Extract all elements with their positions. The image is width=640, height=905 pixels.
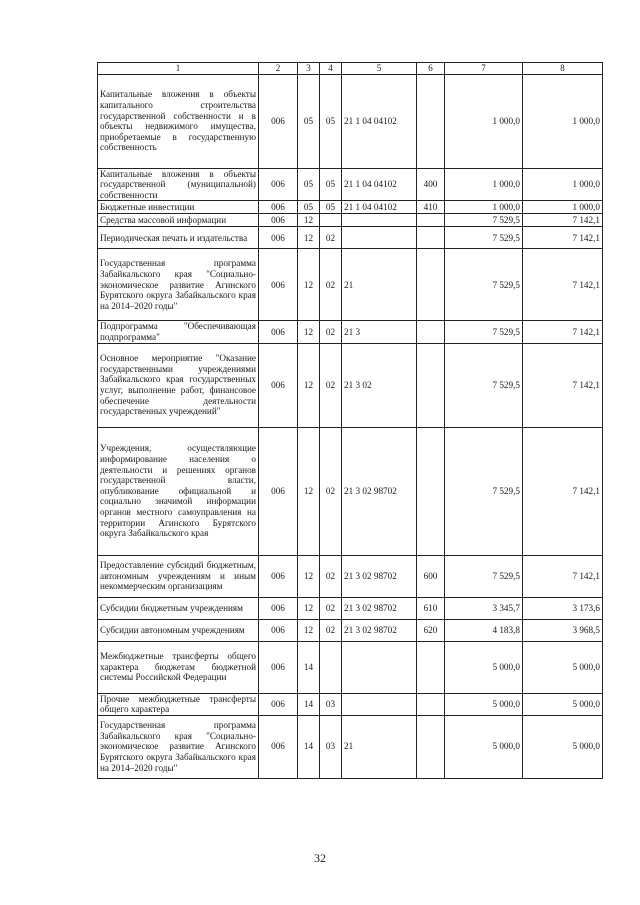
table-row <box>98 343 603 427</box>
header-cell: 6 <box>417 63 445 75</box>
amount-2017-cell: 1 000,0 <box>445 168 523 201</box>
subsection-cell: 05 <box>320 74 342 168</box>
header-row <box>98 63 603 75</box>
header-cell: 8 <box>523 63 603 75</box>
code-admin-cell: 006 <box>259 555 298 597</box>
amount-2018-cell: 1 000,0 <box>523 201 603 214</box>
expense-type-cell <box>417 321 445 343</box>
row-name-cell: Субсидии бюджетным учреждениям <box>98 597 259 619</box>
row-name-cell: Капитальные вложения в объекты государственной (муниципальной) собственности <box>98 168 259 201</box>
table-row <box>98 555 603 597</box>
target-article-cell: 21 3 <box>342 321 417 343</box>
row-name-cell: Прочие межбюджетные трансферты общего характера <box>98 693 259 715</box>
amount-2017-cell: 7 529,5 <box>445 427 523 555</box>
section-cell: 12 <box>298 555 320 597</box>
header-cell: 4 <box>320 63 342 75</box>
target-article-cell: 21 1 04 04102 <box>342 74 417 168</box>
row-name-cell: Государственная программа Забайкальского края "Социально-экономическое развитие Агинского Бурятского округа Забайкальского края на 2014–2020 годы" <box>98 249 259 321</box>
header-cell: 5 <box>342 63 417 75</box>
amount-2018-cell: 5 000,0 <box>523 641 603 693</box>
table-row <box>98 249 603 321</box>
header-cell: 2 <box>259 63 298 75</box>
target-article-cell: 21 <box>342 249 417 321</box>
expense-type-cell <box>417 427 445 555</box>
target-article-cell: 21 1 04 04102 <box>342 201 417 214</box>
subsection-cell: 03 <box>320 693 342 715</box>
target-article-cell <box>342 214 417 227</box>
header-cell: 3 <box>298 63 320 75</box>
subsection-cell: 02 <box>320 597 342 619</box>
table-row <box>98 619 603 641</box>
header-cell: 1 <box>98 63 259 75</box>
subsection-cell: 02 <box>320 249 342 321</box>
code-admin-cell: 006 <box>259 619 298 641</box>
code-admin-cell: 006 <box>259 249 298 321</box>
row-name-cell: Государственная программа Забайкальского края "Социально-экономическое развитие Агинского Бурятского округа Забайкальского края на 2014–2020 годы" <box>98 715 259 778</box>
expense-type-cell <box>417 693 445 715</box>
target-article-cell: 21 1 04 04102 <box>342 168 417 201</box>
table-row <box>98 168 603 201</box>
page-number: 32 <box>314 851 326 865</box>
code-admin-cell: 006 <box>259 693 298 715</box>
amount-2018-cell: 7 142,1 <box>523 343 603 427</box>
subsection-cell: 05 <box>320 201 342 214</box>
expense-type-cell: 620 <box>417 619 445 641</box>
amount-2017-cell: 7 529,5 <box>445 555 523 597</box>
row-name-cell: Предоставление субсидий бюджетным, автономным учреждениям и иным некоммерческим организациям <box>98 555 259 597</box>
amount-2018-cell: 7 142,1 <box>523 249 603 321</box>
section-cell: 14 <box>298 715 320 778</box>
section-cell: 05 <box>298 201 320 214</box>
header-cell: 7 <box>445 63 523 75</box>
amount-2018-cell: 7 142,1 <box>523 555 603 597</box>
code-admin-cell: 006 <box>259 227 298 249</box>
amount-2018-cell: 3 968,5 <box>523 619 603 641</box>
expense-type-cell <box>417 214 445 227</box>
expense-type-cell: 610 <box>417 597 445 619</box>
target-article-cell: 21 3 02 98702 <box>342 555 417 597</box>
table-row <box>98 641 603 693</box>
section-cell: 12 <box>298 227 320 249</box>
table-row <box>98 227 603 249</box>
code-admin-cell: 006 <box>259 168 298 201</box>
subsection-cell: 02 <box>320 321 342 343</box>
subsection-cell: 02 <box>320 619 342 641</box>
code-admin-cell: 006 <box>259 321 298 343</box>
row-name-cell: Субсидии автономным учреждениям <box>98 619 259 641</box>
budget-table <box>97 62 603 779</box>
amount-2018-cell: 3 173,6 <box>523 597 603 619</box>
expense-type-cell <box>417 74 445 168</box>
table-row <box>98 693 603 715</box>
amount-2018-cell: 7 142,1 <box>523 227 603 249</box>
code-admin-cell: 006 <box>259 201 298 214</box>
code-admin-cell: 006 <box>259 74 298 168</box>
expense-type-cell: 410 <box>417 201 445 214</box>
target-article-cell: 21 3 02 <box>342 343 417 427</box>
amount-2018-cell: 1 000,0 <box>523 168 603 201</box>
row-name-cell: Основное мероприятие "Оказание государственными учреждениями Забайкальского края государственных услуг, выполнение работ, финансовое обеспечение деятельности государственных учреждений" <box>98 343 259 427</box>
section-cell: 14 <box>298 693 320 715</box>
subsection-cell <box>320 214 342 227</box>
subsection-cell: 03 <box>320 715 342 778</box>
amount-2018-cell: 7 142,1 <box>523 321 603 343</box>
amount-2017-cell: 7 529,5 <box>445 227 523 249</box>
amount-2017-cell: 5 000,0 <box>445 641 523 693</box>
table-row <box>98 427 603 555</box>
target-article-cell <box>342 693 417 715</box>
amount-2017-cell: 3 345,7 <box>445 597 523 619</box>
code-admin-cell: 006 <box>259 427 298 555</box>
amount-2017-cell: 1 000,0 <box>445 74 523 168</box>
code-admin-cell: 006 <box>259 641 298 693</box>
expense-type-cell <box>417 249 445 321</box>
subsection-cell: 02 <box>320 227 342 249</box>
expense-type-cell <box>417 343 445 427</box>
table-row <box>98 214 603 227</box>
amount-2018-cell: 7 142,1 <box>523 427 603 555</box>
amount-2018-cell: 5 000,0 <box>523 715 603 778</box>
row-name-cell: Подпрограмма "Обеспечивающая подпрограмма" <box>98 321 259 343</box>
section-cell: 12 <box>298 321 320 343</box>
subsection-cell <box>320 641 342 693</box>
section-cell: 12 <box>298 343 320 427</box>
table-row <box>98 597 603 619</box>
expense-type-cell: 600 <box>417 555 445 597</box>
row-name-cell: Периодическая печать и издательства <box>98 227 259 249</box>
target-article-cell: 21 3 02 98702 <box>342 427 417 555</box>
amount-2017-cell: 7 529,5 <box>445 214 523 227</box>
subsection-cell: 02 <box>320 343 342 427</box>
amount-2017-cell: 1 000,0 <box>445 201 523 214</box>
target-article-cell: 21 3 02 98702 <box>342 597 417 619</box>
section-cell: 05 <box>298 168 320 201</box>
row-name-cell: Капитальные вложения в объекты капитального строительства государственной собственности и в объекты недвижимого имущества, приобретаемые в государственную собственность <box>98 74 259 168</box>
section-cell: 12 <box>298 249 320 321</box>
section-cell: 12 <box>298 427 320 555</box>
expense-type-cell <box>417 227 445 249</box>
expense-type-cell <box>417 641 445 693</box>
amount-2017-cell: 4 183,8 <box>445 619 523 641</box>
section-cell: 05 <box>298 74 320 168</box>
subsection-cell: 02 <box>320 427 342 555</box>
amount-2017-cell: 5 000,0 <box>445 715 523 778</box>
section-cell: 12 <box>298 619 320 641</box>
section-cell: 12 <box>298 214 320 227</box>
target-article-cell <box>342 641 417 693</box>
code-admin-cell: 006 <box>259 214 298 227</box>
target-article-cell: 21 3 02 98702 <box>342 619 417 641</box>
expense-type-cell: 400 <box>417 168 445 201</box>
target-article-cell: 21 <box>342 715 417 778</box>
table-row <box>98 201 603 214</box>
table-row <box>98 74 603 168</box>
amount-2018-cell: 7 142,1 <box>523 214 603 227</box>
code-admin-cell: 006 <box>259 597 298 619</box>
table-row <box>98 715 603 778</box>
row-name-cell: Учреждения, осуществляющие информирование населения о деятельности и решениях органов государственной власти, опубликование официальной и социально значимой информации органов местного самоуправления на территории Агинского Бурятского округа Забайкальского края <box>98 427 259 555</box>
section-cell: 12 <box>298 597 320 619</box>
row-name-cell: Межбюджетные трансферты общего характера бюджетам бюджетной системы Российской Федерации <box>98 641 259 693</box>
section-cell: 14 <box>298 641 320 693</box>
amount-2018-cell: 5 000,0 <box>523 693 603 715</box>
table-row <box>98 321 603 343</box>
target-article-cell <box>342 227 417 249</box>
row-name-cell: Средства массовой информации <box>98 214 259 227</box>
amount-2018-cell: 1 000,0 <box>523 74 603 168</box>
row-name-cell: Бюджетные инвестиции <box>98 201 259 214</box>
amount-2017-cell: 7 529,5 <box>445 343 523 427</box>
amount-2017-cell: 5 000,0 <box>445 693 523 715</box>
subsection-cell: 02 <box>320 555 342 597</box>
code-admin-cell: 006 <box>259 343 298 427</box>
code-admin-cell: 006 <box>259 715 298 778</box>
amount-2017-cell: 7 529,5 <box>445 321 523 343</box>
expense-type-cell <box>417 715 445 778</box>
subsection-cell: 05 <box>320 168 342 201</box>
amount-2017-cell: 7 529,5 <box>445 249 523 321</box>
